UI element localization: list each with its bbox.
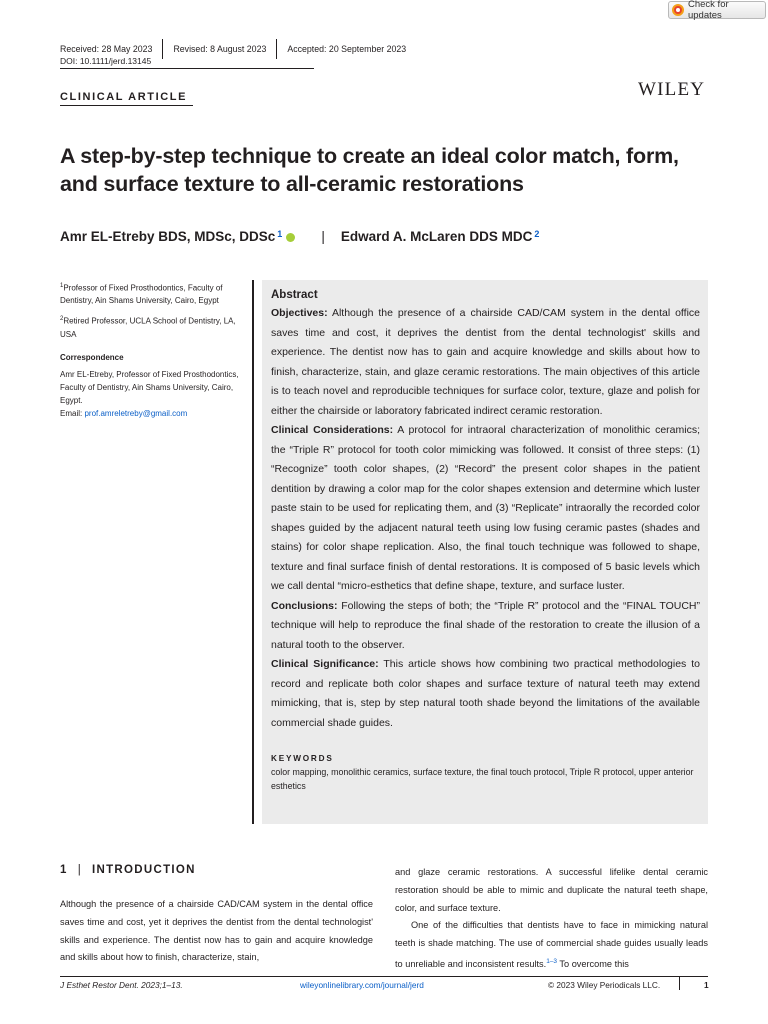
- correspondence-heading: Correspondence: [60, 352, 124, 362]
- author-2-affiliation-link[interactable]: 2: [534, 229, 540, 239]
- orcid-icon[interactable]: [286, 233, 295, 242]
- correspondence-text: Amr EL-Etreby, Professor of Fixed Prosthodontics, Faculty of Dentistry, Ain Shams University, Cairo, Egypt. Email: prof.amreletreby@gmail.com: [60, 370, 239, 418]
- keywords: color mapping, monolithic ceramics, surface texture, the final touch protocol, Triple R protocol, upper anterior esthetics: [271, 767, 694, 791]
- body-column-right: [395, 864, 708, 974]
- affiliation-1: $^1$Professor of Fixed Prosthodontics, Faculty of Dentistry, Ain Shams University, Cairo, Egypt: [60, 283, 223, 306]
- footer-copyright: © 2023 Wiley Periodicals LLC.: [548, 980, 661, 990]
- page-number: 1: [704, 980, 709, 990]
- section-heading: 1 | INTRODUCTION: [60, 864, 196, 876]
- publisher-logo: WILEY: [638, 79, 706, 100]
- author-1-affiliation-link[interactable]: 1: [277, 229, 283, 239]
- accepted-date: Accepted: 20 September 2023: [287, 44, 407, 54]
- footer-journal: J Esthet Restor Dent. 2023;1–13.: [60, 980, 183, 990]
- author-2: Edward A. McLaren DDS MDC: [340, 229, 533, 244]
- affiliations: [60, 280, 245, 420]
- received-date: Received: 28 May 2023: [60, 44, 153, 54]
- divider: [679, 976, 680, 990]
- abstract-rule: [252, 280, 254, 824]
- abstract-box: [262, 280, 708, 824]
- check-for-updates-button[interactable]: [668, 1, 766, 19]
- abstract-objectives: Objectives: Although the presence of a chairside CAD/CAM system in the dental office saves time and cost, it deprives the dentist from the dental technologist' skills and experience. The dentist now has to gain and acquire knowledge and skills about how to finish, characterize, stain, and glaze ceramic restorations. The main objectives of this article is to teach novel and reproducible techniques for surface color, texture, glaze and polish for either the chairside or laboratory fabricated indirect ceramic restoration.: [271, 307, 700, 417]
- divider: [60, 105, 193, 106]
- abstract-heading: Abstract: [271, 289, 318, 301]
- footer-rule: [60, 976, 708, 977]
- abstract-significance: Clinical Significance: This article shows how combining two practical methodologies to record and replicate both color shapes and surface texture of natural teeth may extend mimicking, that is, step by step natural tooth shade beyond the limitations of the available commercial shade guides.: [271, 658, 700, 729]
- paragraph: and glaze ceramic restorations. A successful lifelike dental ceramic restoration should be able to mimic and duplicate the natural teeth shape, color, and surface texture.: [395, 867, 708, 913]
- keywords-heading: KEYWORDS: [271, 754, 334, 763]
- abstract-clinical-considerations: Clinical Considerations: A protocol for intraoral characterization of monolithic ceramics; the “Triple R” protocol for tooth color mimicking was followed. It consist of three steps: (1) “Recognize” tooth color shapes, (2) “Record” the present color shapes in the patient dentition by drawing a color map for the color shapes extension and determine which luster paste stain to be used for replicating them, and (3) “Replicate” intraorally the recorded color shapes guided by the adjacent natural teeth using low fusing ceramic pastes (shades and stains) for color shape replication. Also, the final touch technique was followed to shape, texture and final surface finish of dental restorations. It is composed of 5 basic levels which we call dental “micro-esthetics that define shape, texture, and surface luster.: [271, 424, 700, 592]
- doi: DOI: 10.1111/jerd.13145: [60, 56, 152, 66]
- body-column-left: [60, 896, 373, 967]
- paragraph: Although the presence of a chairside CAD/CAM system in the dental office saves time and cost, yet it deprives the dentist from the dental technologist' skills and experience. The dentist now has to gain and acquire knowledge and skills about how to finish, characterize, stain,: [60, 899, 373, 963]
- affiliation-2: $^2$Retired Professor, UCLA School of Dentistry, LA, USA: [60, 316, 236, 339]
- divider: [60, 68, 314, 69]
- revised-date: Revised: 8 August 2023: [173, 44, 267, 54]
- article-type: CLINICAL ARTICLE: [60, 91, 188, 103]
- article-title: A step-by-step technique to create an ideal color match, form, and surface texture to all-ceramic restorations: [60, 144, 679, 196]
- email-link[interactable]: prof.amreletreby@gmail.com: [84, 408, 188, 418]
- journal-url-link[interactable]: wileyonlinelibrary.com/journal/jerd: [300, 980, 424, 990]
- citation-link[interactable]: 1–3: [546, 957, 558, 965]
- author-1: Amr EL-Etreby BDS, MDSc, DDSc: [60, 229, 276, 244]
- author-list: [60, 229, 539, 244]
- check-updates-label: Check for updates: [687, 0, 729, 21]
- check-updates-icon: [672, 4, 684, 16]
- author-separator: |: [321, 229, 325, 244]
- paragraph: One of the difficulties that dentists have to face in mimicking natural teeth is shade matching. The use of commercial shade guides usually leads to unreliable and inconsistent results.$^{1-3}$ To overcome this: [395, 920, 708, 970]
- abstract-conclusions: Conclusions: Following the steps of both; the “Triple R” protocol and the “FINAL TOUCH” technique will help to reproduce the final shade of the restoration to create the illusion of a natural tooth to the observer.: [271, 599, 700, 651]
